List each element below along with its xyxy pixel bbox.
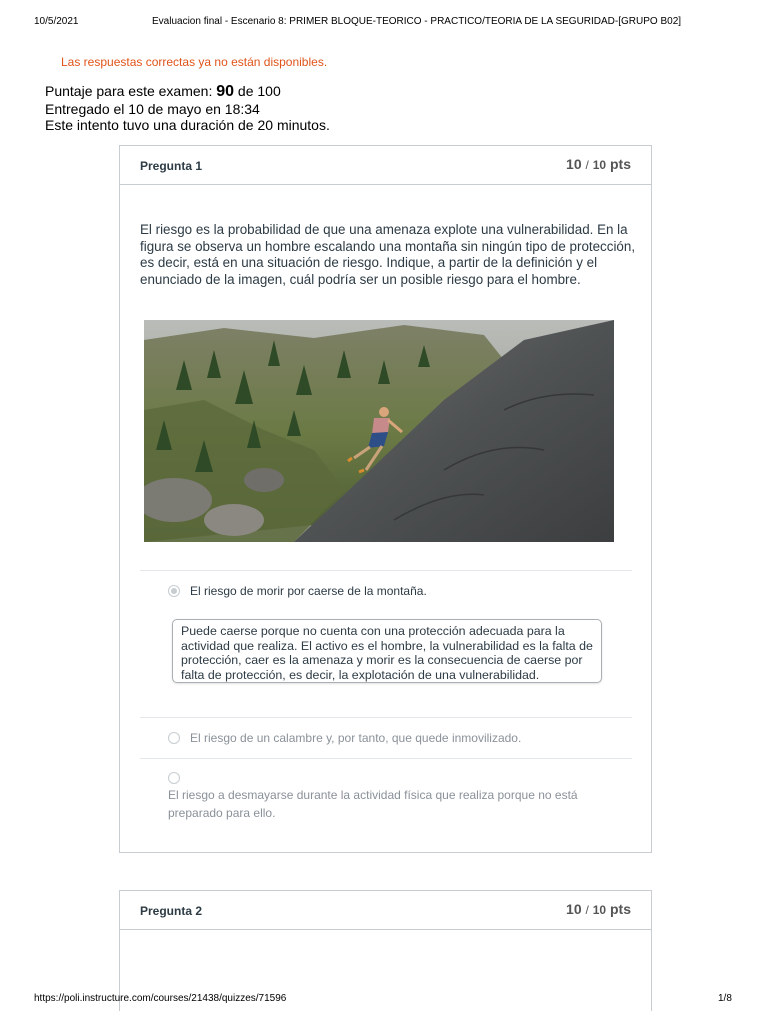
duration-line: Este intento tuvo una duración de 20 minutos.: [45, 117, 330, 133]
question-name: Pregunta 1: [140, 159, 203, 173]
score-line: [45, 83, 330, 101]
answer-radio-selected[interactable]: [168, 585, 180, 597]
points-earned: 10: [566, 156, 582, 172]
answer-divider: [140, 717, 632, 718]
answer-divider: [140, 758, 632, 759]
question-header: [120, 146, 651, 185]
answer-radio[interactable]: [168, 772, 180, 784]
answer-label: El riesgo de morir por caerse de la montaña.: [190, 584, 427, 598]
print-title: Evaluacion final - Escenario 8: PRIMER BLOQUE-TEORICO - PRACTICO/TEORIA DE LA SEGURIDAD-[GRUPO B02]: [152, 16, 682, 27]
question-name: Pregunta 2: [140, 904, 203, 918]
question-text: El riesgo es la probabilidad de que una amenaza explote una vulnerabilidad. En la figura se observa un hombre escalando una montaña sin ningún tipo de protección, es decir, está en una situación de riesgo. Indique, a partir de la definición y el enunciado de la imagen, cuál podría ser un posible riesgo para el hombre.: [140, 222, 636, 287]
climber-photo: [144, 320, 614, 542]
points-total: 10: [592, 903, 607, 917]
question-header: [120, 891, 651, 930]
climber-photo-illustration: [144, 320, 614, 542]
points-separator: /: [585, 903, 589, 917]
points-unit: pts: [610, 901, 631, 917]
print-page-number: 1/8: [718, 993, 732, 1004]
answer-divider: [140, 570, 632, 571]
print-date: 10/5/2021: [34, 16, 79, 27]
points-unit: pts: [610, 156, 631, 172]
question-1: [119, 145, 652, 853]
submitted-line: Entregado el 10 de mayo en 18:34: [45, 100, 260, 117]
answers-unavailable-notice: Las respuestas correctas ya no están disponibles.: [61, 55, 328, 69]
score-label: Puntaje para este examen:: [45, 83, 213, 99]
quiz-summary: [45, 83, 330, 134]
question-points: [566, 156, 631, 172]
points-earned: 10: [566, 901, 582, 917]
answer-comment: Puede caerse porque no cuenta con una protección adecuada para la actividad que realiza. El activo es el hombre, la vulnerabilidad es la falta de protección, caer es la amenaza y morir es la consecuencia de caerse por falta de protección, es decir, la explotación de una vulnerabilidad.: [172, 619, 602, 683]
answer-label: El riesgo a desmayarse durante la actividad física que realiza porque no está preparado para ello.: [168, 788, 578, 820]
points-separator: /: [585, 158, 589, 172]
points-total: 10: [592, 158, 607, 172]
answer-radio[interactable]: [168, 732, 180, 744]
print-url: https://poli.instructure.com/courses/21438/quizzes/71596: [34, 993, 287, 1004]
score-value: 90: [216, 83, 235, 100]
answer-label: El riesgo de un calambre y, por tanto, que quede inmovilizado.: [190, 731, 522, 745]
question-points: [566, 901, 631, 917]
score-total: de 100: [237, 83, 281, 99]
